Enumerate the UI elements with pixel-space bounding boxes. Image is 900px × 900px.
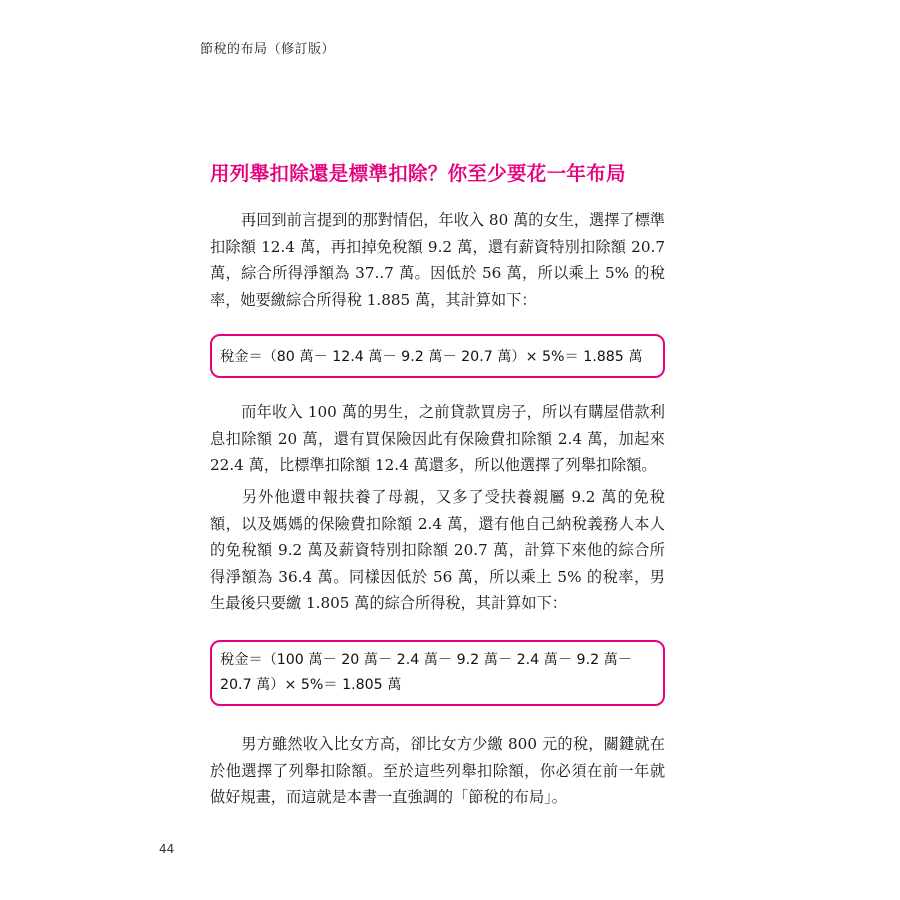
paragraph-text: 男方雖然收入比女方高，卻比女方少繳 800 元的稅，關鍵就在於他選擇了列舉扣除額。至於這些列舉扣除額，你必須在前一年就做好規畫，而這就是本書一直強調的「節稅的布局」。 (210, 735, 665, 806)
formula-box-female (210, 334, 665, 378)
paragraph-male-case (210, 399, 665, 479)
paragraph-conclusion (210, 731, 665, 811)
paragraph-text: 另外他還申報扶養了母親，又多了受扶養親屬 9.2 萬的免稅額，以及媽媽的保險費扣除額 2.4 萬，還有他自己納稅義務人本人的免稅額 9.2 萬及薪資特別扣除額 20.7 萬，計算下來他的綜合所得淨額為 36.4 萬。同樣因低於 56 萬，所以乘上 5% 的稅率，男生最後只要繳 1.805 萬的綜合所得稅，其計算如下： (210, 488, 665, 612)
formula-text: 稅金＝（100 萬－ 20 萬－ 2.4 萬－ 9.2 萬－ 2.4 萬－ 9.2 萬－ 20.7 萬）× 5%＝ 1.805 萬 (220, 652, 632, 693)
paragraph-male-details (210, 484, 665, 617)
page-number: 44 (159, 842, 175, 856)
formula-box-male (210, 640, 665, 706)
running-header: 節稅的布局（修訂版） (200, 42, 336, 57)
formula-text: 稅金＝（80 萬－ 12.4 萬－ 9.2 萬－ 20.7 萬）× 5%＝ 1.885 萬 (220, 349, 643, 365)
paragraph-text: 而年收入 100 萬的男生，之前貸款買房子，所以有購屋借款利息扣除額 20 萬，還有買保險因此有保險費扣除額 2.4 萬，加起來 22.4 萬，比標準扣除額 12.4 萬還多，所以他選擇了列舉扣除額。 (210, 403, 665, 474)
section-heading: 用列舉扣除還是標準扣除？你至少要花一年布局 (210, 162, 626, 185)
paragraph-female-case (210, 207, 665, 313)
paragraph-text: 再回到前言提到的那對情侶，年收入 80 萬的女生，選擇了標準扣除額 12.4 萬，再扣掉免稅額 9.2 萬，還有薪資特別扣除額 20.7 萬，綜合所得淨額為 37..7 萬。因低於 56 萬，所以乘上 5% 的稅率，她要繳綜合所得稅 1.885 萬，其計算如下： (210, 211, 665, 309)
